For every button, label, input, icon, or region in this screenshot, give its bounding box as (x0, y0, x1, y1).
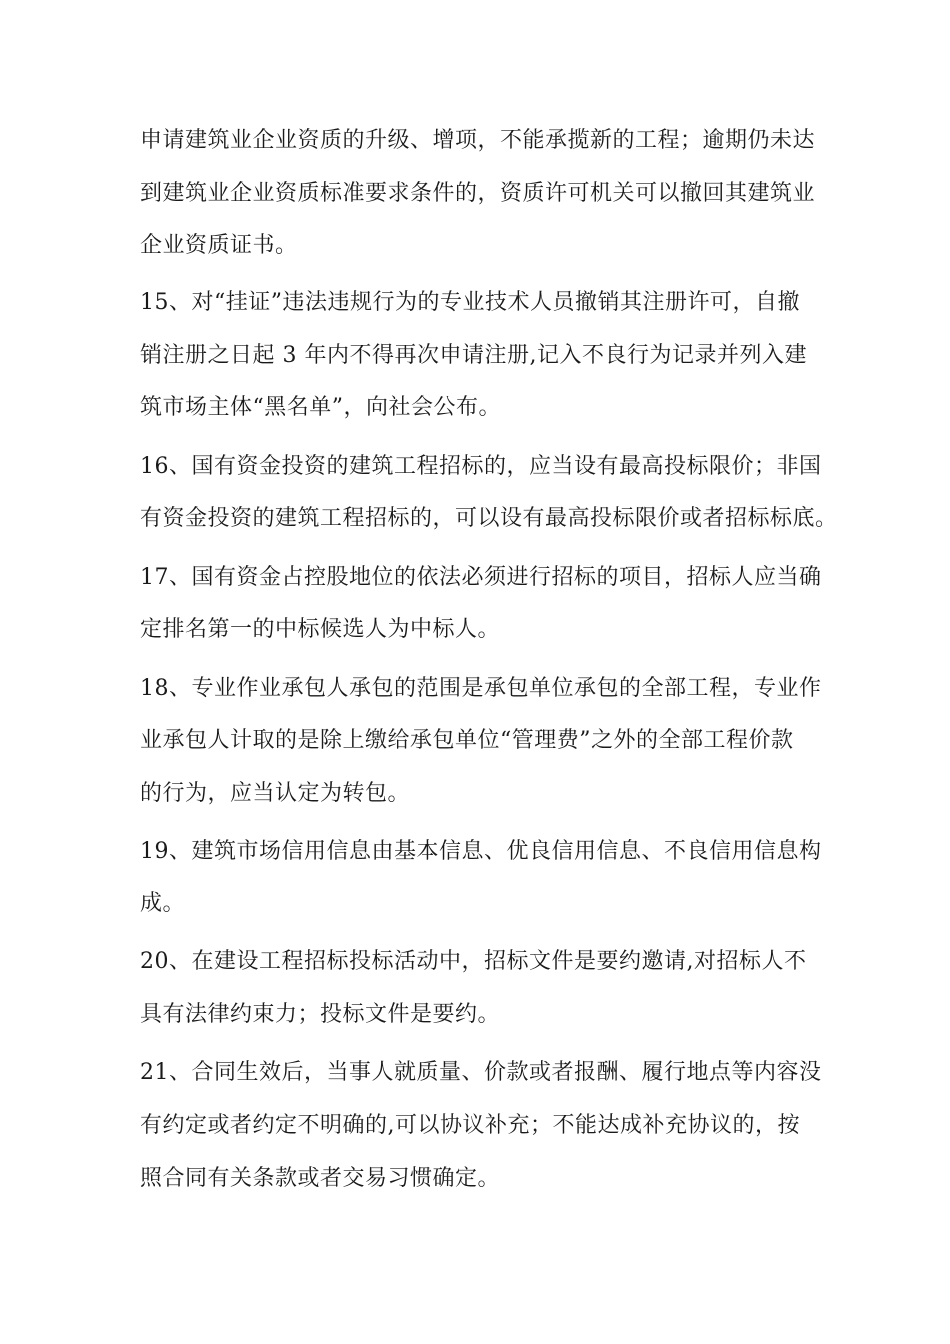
text-line: 业承包人计取的是除上缴给承包单位“管理费”之外的全部工程价款 (140, 728, 794, 753)
text-line: 20、在建设工程招标投标活动中，招标文件是要约邀请,对招标人不 (140, 949, 807, 974)
text-line: 17、国有资金占控股地位的依法必须进行招标的项目，招标人应当确 (140, 565, 822, 590)
text-line: 19、建筑市场信用信息由基本信息、优良信用信息、不良信用信息构 (140, 839, 822, 864)
text-line: 照合同有关条款或者交易习惯确定。 (140, 1166, 501, 1191)
text-line: 有资金投资的建筑工程招标的，可以设有最高投标限价或者招标标底。 (140, 506, 838, 531)
text-line: 成。 (140, 891, 186, 916)
text-line: 16、国有资金投资的建筑工程招标的，应当设有最高投标限价；非国 (140, 454, 822, 479)
text-line: 销注册之日起 3 年内不得再次申请注册,记入不良行为记录并列入建 (140, 343, 807, 368)
text-line: 企业资质证书。 (140, 233, 298, 258)
text-line: 18、专业作业承包人承包的范围是承包单位承包的全部工程，专业作 (140, 676, 822, 701)
text-line: 21、合同生效后，当事人就质量、价款或者报酬、履行地点等内容没 (140, 1060, 822, 1085)
text-line: 有约定或者约定不明确的,可以协议补充；不能达成补充协议的，按 (140, 1113, 800, 1138)
text-line: 具有法律约束力；投标文件是要约。 (140, 1002, 501, 1027)
text-line: 定排名第一的中标候选人为中标人。 (140, 617, 501, 642)
text-line: 筑市场主体“黑名单”，向社会公布。 (140, 395, 501, 420)
text-line: 的行为，应当认定为转包。 (140, 781, 411, 806)
text-line: 到建筑业企业资质标准要求条件的，资质许可机关可以撤回其建筑业 (140, 181, 816, 206)
text-line: 申请建筑业企业资质的升级、增项，不能承揽新的工程；逾期仍未达 (140, 128, 816, 153)
text-line: 15、对“挂证”违法违规行为的专业技术人员撤销其注册许可，自撤 (140, 290, 800, 315)
